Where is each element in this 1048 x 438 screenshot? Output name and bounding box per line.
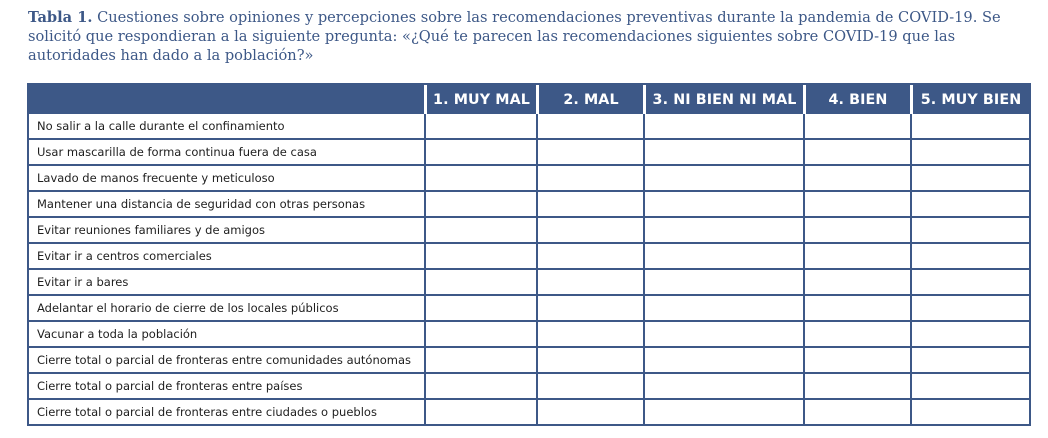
column-header-ni-bien-ni-mal: 3. NI BIEN NI MAL bbox=[643, 85, 803, 114]
answer-cell[interactable] bbox=[910, 398, 1029, 424]
row-label: Cierre total o parcial de fronteras entre países bbox=[29, 372, 424, 398]
opinion-survey-table bbox=[27, 83, 1031, 426]
answer-cell[interactable] bbox=[803, 242, 910, 268]
answer-cell[interactable] bbox=[910, 372, 1029, 398]
answer-cell[interactable] bbox=[424, 114, 536, 138]
answer-cell[interactable] bbox=[643, 216, 803, 242]
column-header-muy-mal: 1. MUY MAL bbox=[424, 85, 536, 114]
column-header-muy-bien: 5. MUY BIEN bbox=[910, 85, 1029, 114]
table-row bbox=[29, 190, 1029, 216]
table-row bbox=[29, 242, 1029, 268]
table-row bbox=[29, 372, 1029, 398]
answer-cell[interactable] bbox=[643, 320, 803, 346]
answer-cell[interactable] bbox=[536, 164, 643, 190]
answer-cell[interactable] bbox=[536, 138, 643, 164]
table-row bbox=[29, 294, 1029, 320]
answer-cell[interactable] bbox=[803, 398, 910, 424]
answer-cell[interactable] bbox=[536, 114, 643, 138]
answer-cell[interactable] bbox=[803, 294, 910, 320]
answer-cell[interactable] bbox=[536, 294, 643, 320]
answer-cell[interactable] bbox=[910, 114, 1029, 138]
answer-cell[interactable] bbox=[643, 346, 803, 372]
row-label: Evitar ir a bares bbox=[29, 268, 424, 294]
answer-cell[interactable] bbox=[536, 216, 643, 242]
table-row bbox=[29, 398, 1029, 424]
table-row bbox=[29, 346, 1029, 372]
answer-cell[interactable] bbox=[424, 320, 536, 346]
answer-cell[interactable] bbox=[424, 372, 536, 398]
answer-cell[interactable] bbox=[803, 346, 910, 372]
answer-cell[interactable] bbox=[536, 190, 643, 216]
answer-cell[interactable] bbox=[536, 268, 643, 294]
table-row bbox=[29, 320, 1029, 346]
answer-cell[interactable] bbox=[643, 114, 803, 138]
answer-cell[interactable] bbox=[424, 346, 536, 372]
table-row bbox=[29, 216, 1029, 242]
row-label: Cierre total o parcial de fronteras entre ciudades o pueblos bbox=[29, 398, 424, 424]
answer-cell[interactable] bbox=[803, 268, 910, 294]
answer-cell[interactable] bbox=[643, 242, 803, 268]
header-row bbox=[29, 85, 1029, 114]
answer-cell[interactable] bbox=[803, 190, 910, 216]
answer-cell[interactable] bbox=[910, 346, 1029, 372]
table-row bbox=[29, 114, 1029, 138]
row-label: Adelantar el horario de cierre de los locales públicos bbox=[29, 294, 424, 320]
answer-cell[interactable] bbox=[643, 138, 803, 164]
answer-cell[interactable] bbox=[643, 190, 803, 216]
column-header-bien: 4. BIEN bbox=[803, 85, 910, 114]
answer-cell[interactable] bbox=[910, 190, 1029, 216]
answer-cell[interactable] bbox=[643, 398, 803, 424]
answer-cell[interactable] bbox=[910, 138, 1029, 164]
answer-cell[interactable] bbox=[910, 294, 1029, 320]
row-label: Cierre total o parcial de fronteras entre comunidades autónomas bbox=[29, 346, 424, 372]
answer-cell[interactable] bbox=[910, 320, 1029, 346]
answer-cell[interactable] bbox=[643, 294, 803, 320]
answer-cell[interactable] bbox=[424, 268, 536, 294]
answer-cell[interactable] bbox=[803, 320, 910, 346]
answer-cell[interactable] bbox=[803, 114, 910, 138]
answer-cell[interactable] bbox=[910, 268, 1029, 294]
table-row bbox=[29, 164, 1029, 190]
answer-cell[interactable] bbox=[536, 398, 643, 424]
caption-label: Tabla 1. bbox=[28, 9, 93, 26]
answer-cell[interactable] bbox=[536, 242, 643, 268]
answer-cell[interactable] bbox=[424, 164, 536, 190]
answer-cell[interactable] bbox=[643, 268, 803, 294]
answer-cell[interactable] bbox=[803, 138, 910, 164]
answer-cell[interactable] bbox=[803, 216, 910, 242]
row-label: Evitar ir a centros comerciales bbox=[29, 242, 424, 268]
header-corner bbox=[29, 85, 424, 114]
row-label: Usar mascarilla de forma continua fuera de casa bbox=[29, 138, 424, 164]
answer-cell[interactable] bbox=[424, 398, 536, 424]
row-label: Mantener una distancia de seguridad con otras personas bbox=[29, 190, 424, 216]
answer-cell[interactable] bbox=[910, 164, 1029, 190]
answer-cell[interactable] bbox=[424, 294, 536, 320]
row-label: No salir a la calle durante el confinamiento bbox=[29, 114, 424, 138]
table-row bbox=[29, 138, 1029, 164]
answer-cell[interactable] bbox=[536, 372, 643, 398]
answer-cell[interactable] bbox=[536, 346, 643, 372]
answer-cell[interactable] bbox=[910, 242, 1029, 268]
table-row bbox=[29, 268, 1029, 294]
answer-cell[interactable] bbox=[536, 320, 643, 346]
row-label: Lavado de manos frecuente y meticuloso bbox=[29, 164, 424, 190]
answer-cell[interactable] bbox=[910, 216, 1029, 242]
answer-cell[interactable] bbox=[803, 372, 910, 398]
answer-cell[interactable] bbox=[424, 138, 536, 164]
answer-cell[interactable] bbox=[424, 190, 536, 216]
table-caption bbox=[28, 8, 1038, 65]
answer-cell[interactable] bbox=[424, 216, 536, 242]
answer-cell[interactable] bbox=[424, 242, 536, 268]
row-label: Vacunar a toda la población bbox=[29, 320, 424, 346]
row-label: Evitar reuniones familiares y de amigos bbox=[29, 216, 424, 242]
column-header-mal: 2. MAL bbox=[536, 85, 643, 114]
answer-cell[interactable] bbox=[803, 164, 910, 190]
answer-cell[interactable] bbox=[643, 372, 803, 398]
caption-text: Cuestiones sobre opiniones y percepciones sobre las recomendaciones preventivas durante la pandemia de COVID-19. Se solicitó que respondieran a la siguiente pregunta: «¿Qué te parecen las recomendaciones siguientes sobre COVID-19 que las autoridades han dado a la población?» bbox=[28, 9, 1001, 64]
answer-cell[interactable] bbox=[643, 164, 803, 190]
